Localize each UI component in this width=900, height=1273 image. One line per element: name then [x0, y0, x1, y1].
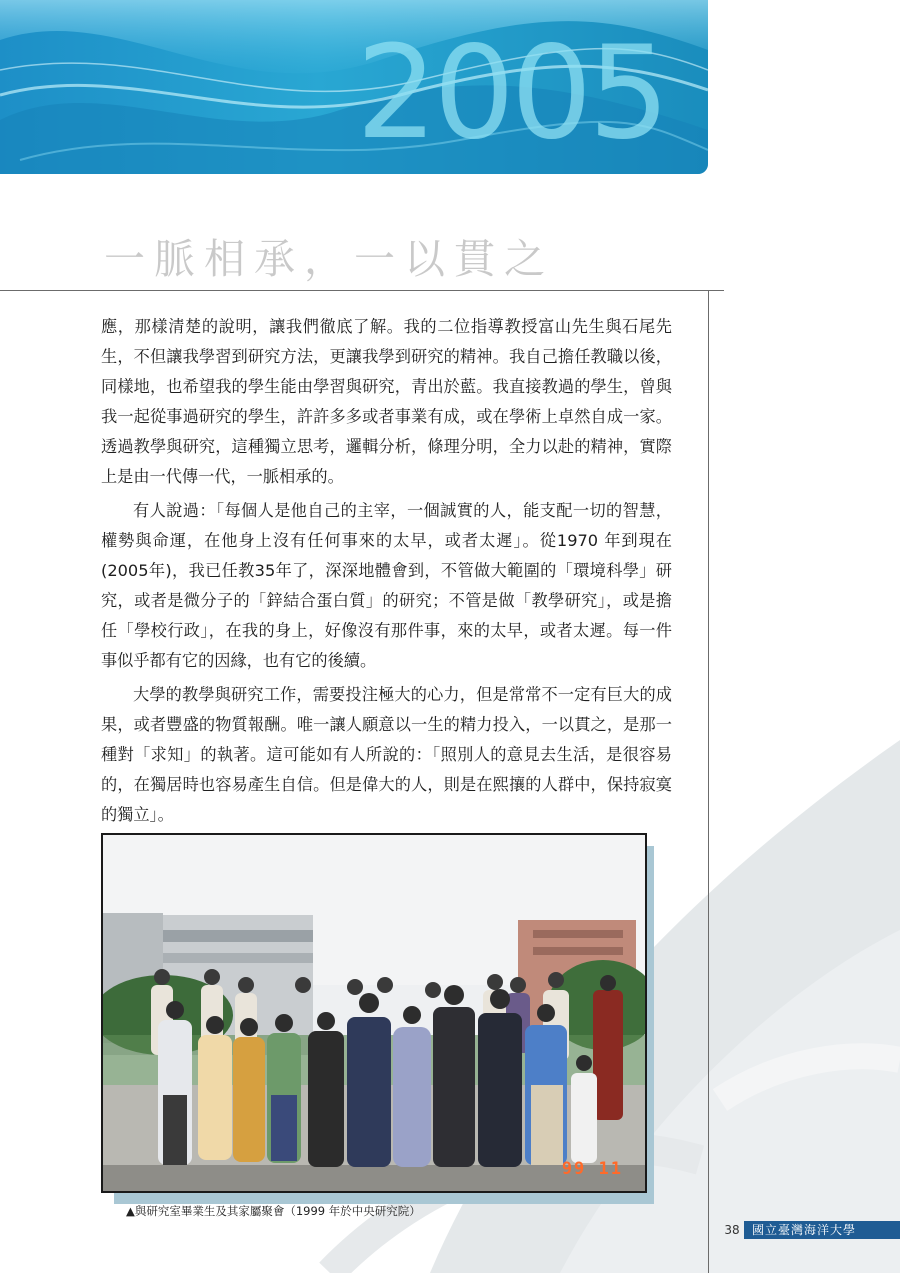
- photo-date-stamp: 99 11: [561, 1159, 623, 1179]
- page-number: 38: [724, 1223, 740, 1237]
- paragraph-3: 大學的教學與研究工作，需要投注極大的心力，但是常常不一定有巨大的成果，或者豐盛的物質報酬。唯一讓人願意以一生的精力投入，一以貫之，是那一種對「求知」的執著。這可能如有人所說的：「照別人的意見去生活，是很容易的，在獨居時也容易產生自信。但是偉大的人，則是在熙攘的人群中，保持寂寞的獨立」。: [101, 685, 672, 824]
- header-banner: [0, 0, 708, 174]
- paragraph-2: 有人說過：「每個人是他自己的主宰，一個誠實的人，能支配一切的智慧，權勢與命運，在他身上沒有任何事來的太早，或者太遲」。從1970 年到現在 (2005年)，我已任教35年了，深深地體會到，不管做大範圍的「環境科學」研究，或者是微分子的「鋅結合蛋白質」的研究；不管是做「教學研究」，或是擔任「學校行政」，在我的身上，好像沒有那件事，來的太早，或者太遲。每一件事似乎都有它的因緣，也有它的後續。: [101, 501, 672, 670]
- horizontal-rule: [0, 290, 724, 291]
- banner-year: 2005: [356, 19, 666, 168]
- page-footer: [720, 1221, 900, 1239]
- group-photo: [101, 833, 647, 1193]
- page-title: 一脈相承，一以貫之: [104, 235, 554, 283]
- paragraph-1: 應，那樣清楚的說明，讓我們徹底了解。我的二位指導教授富山先生與石尾先生，不但讓我學習到研究方法，更讓我學到研究的精神。我自己擔任教職以後，同樣地，也希望我的學生能由學習與研究，青出於藍。我直接教過的學生，曾與我一起從事過研究的學生，許許多多或者事業有成，或在學術上卓然自成一家。透過教學與研究，這種獨立思考，邏輯分析，條理分明，全力以赴的精神，實際上是由一代傳一代，一脈相承的。: [101, 317, 672, 486]
- article-body: [101, 312, 672, 834]
- university-name: 國立臺灣海洋大學: [744, 1221, 900, 1239]
- vertical-rule: [708, 290, 709, 1273]
- photo-caption: ▲與研究室畢業生及其家屬聚會（1999 年於中央研究院）: [126, 1204, 421, 1218]
